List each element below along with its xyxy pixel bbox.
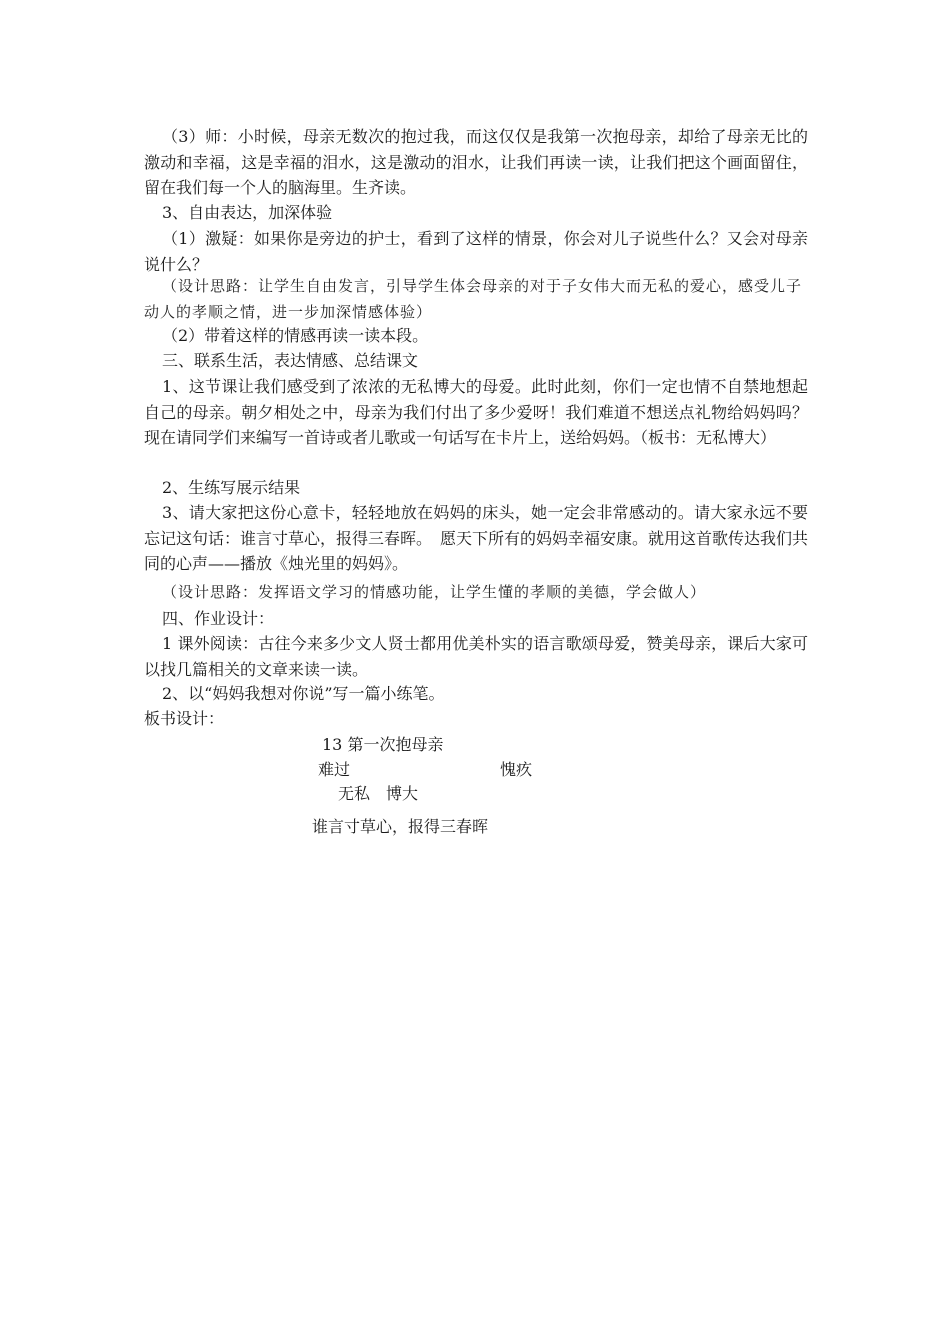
board-center-words: 无私 博大 [338, 784, 419, 803]
paragraph-practice: 2、生练写展示结果 [162, 478, 301, 497]
section-heading-three: 三、联系生活，表达情感、总结课文 [162, 351, 419, 370]
paragraph-teacher-speech: （3）师：小时候，母亲无数次的抱过我，而这仅仅是我第一次抱母亲，却给了母亲无比的激动和幸福，这是幸福的泪水，这是激动的泪水，让我们再读一读，让我们把这个画面留住，留在我们每一个人的脑海里。生齐读。 [144, 127, 808, 197]
paragraph-summary: 1、这节课让我们感受到了浓浓的无私博大的母爱。此时此刻，你们一定也情不自禁地想起自己的母亲。朝夕相处之中，母亲为我们付出了多少爱呀！我们难道不想送点礼物给妈妈吗？现在请同学们来编写一首诗或者儿歌或一句话写在卡片上，送给妈妈。（板书：无私博大） [144, 377, 808, 447]
paragraph-question: （1）激疑：如果你是旁边的护士，看到了这样的情景，你会对儿子说些什么？又会对母亲说什么？ [144, 229, 808, 274]
board-bottom-verse: 谁言寸草心，报得三春晖 [312, 817, 489, 836]
board-left-word: 难过 [318, 760, 351, 779]
board-design-heading: 板书设计： [144, 709, 225, 728]
paragraph-homework-writing: 2、以“妈妈我想对你说”写一篇小练笔。 [162, 684, 445, 703]
paragraph-reread: （2）带着这样的情感再读一读本段。 [162, 326, 429, 345]
board-title: 13 第一次抱母亲 [322, 735, 444, 754]
paragraph-homework-reading: 1 课外阅读：古往今来多少文人贤士都用优美朴实的语言歌颂母爱，赞美母亲，课后大家可以找几篇相关的文章来读一读。 [144, 634, 808, 679]
design-note-2: （设计思路：发挥语文学习的情感功能，让学生懂的孝顺的美德，学会做人） [162, 583, 707, 601]
section-heading-homework: 四、作业设计： [162, 609, 275, 628]
section-heading-free-expression: 3、自由表达，加深体验 [162, 203, 333, 222]
design-note-1: （设计思路：让学生自由发言，引导学生体会母亲的对于子女伟大而无私的爱心，感受儿子动人的孝顺之情，进一步加深情感体验） [144, 277, 803, 321]
paragraph-card: 3、请大家把这份心意卡，轻轻地放在妈妈的床头，她一定会非常感动的。请大家永远不要忘记这句话：谁言寸草心，报得三春晖。 愿天下所有的妈妈幸福安康。就用这首歌传达我们共同的心声——播放《烛光里的妈妈》。 [144, 503, 809, 573]
board-right-word: 愧疚 [500, 760, 533, 779]
